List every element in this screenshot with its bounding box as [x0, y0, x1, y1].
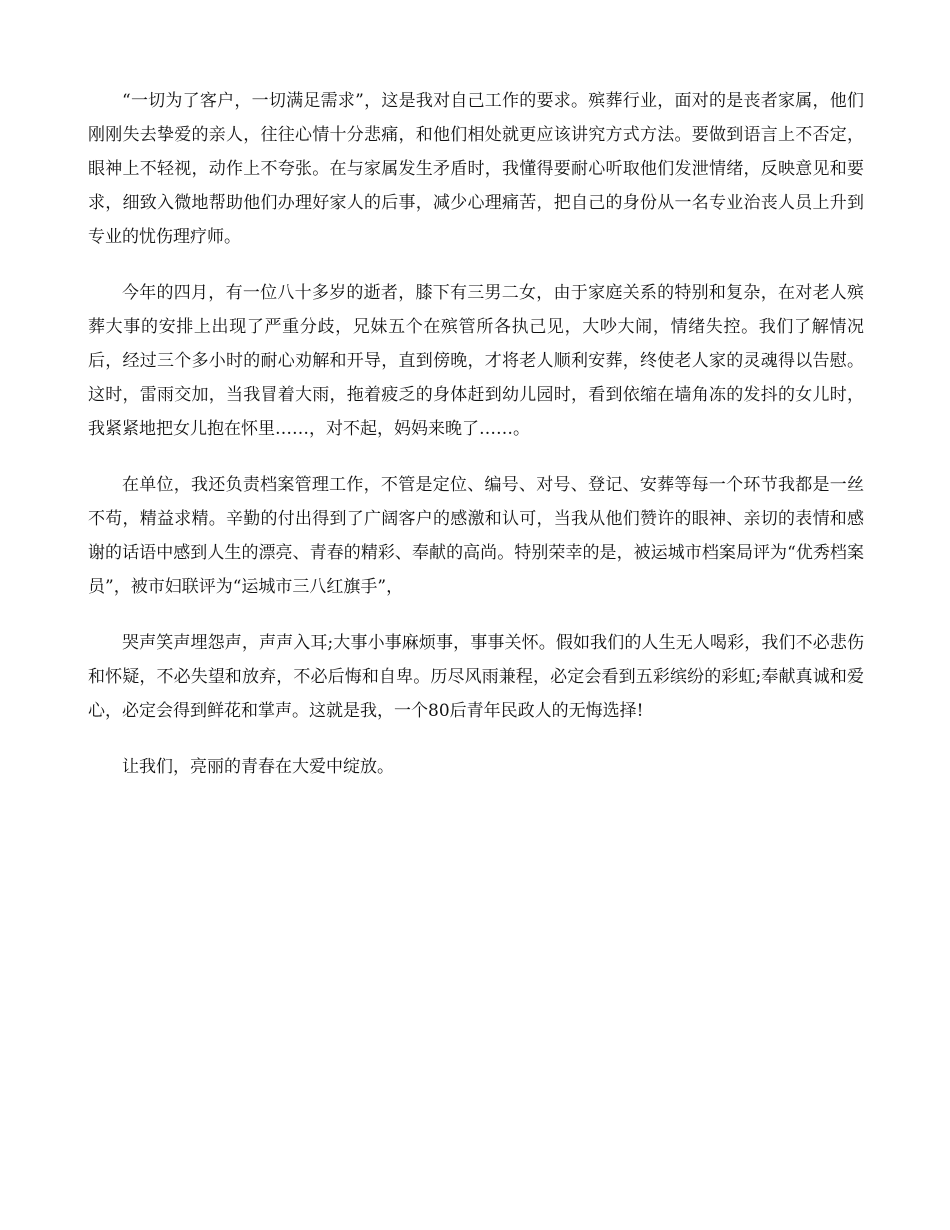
paragraph-2: 今年的四月，有一位八十多岁的逝者，膝下有三男二女，由于家庭关系的特别和复杂，在对老人殡葬大事的安排上出现了严重分歧，兄妹五个在殡管所各执己见，大吵大闹，情绪失控。我们了解情况后，经过三个多小时的耐心劝解和开导，直到傍晚，才将老人顺利安葬，终使老人家的灵魂得以告慰。这时，雷雨交加，当我冒着大雨，拖着疲乏的身体赶到幼儿园时，看到依缩在墙角冻的发抖的女儿时，我紧紧地把女儿抱在怀里……，对不起，妈妈来晚了……。 — [88, 283, 864, 439]
document-body — [88, 84, 864, 806]
paragraph-5: 让我们，亮丽的青春在大爱中绽放。 — [122, 757, 394, 777]
paragraph-1: “一切为了客户，一切满足需求”，这是我对自己工作的要求。殡葬行业，面对的是丧者家属，他们刚刚失去挚爱的亲人，往往心情十分悲痛，和他们相处就更应该讲究方式方法。要做到语言上不否定，眼神上不轻视，动作上不夸张。在与家属发生矛盾时，我懂得要耐心听取他们发泄情绪，反映意见和要求，细致入微地帮助他们办理好家人的后事，减少心理痛苦，把自己的身份从一名专业治丧人员上升到专业的忧伤理疗师。 — [88, 91, 864, 247]
paragraph-3: 在单位，我还负责档案管理工作，不管是定位、编号、对号、登记、安葬等每一个环节我都是一丝不苟，精益求精。辛勤的付出得到了广阔客户的感激和认可，当我从他们赞许的眼神、亲切的表情和感谢的话语中感到人生的漂亮、青春的精彩、奉献的高尚。特别荣幸的是，被运城市档案局评为“优秀档案员”，被市妇联评为“运城市三八红旗手”， — [88, 475, 864, 597]
paragraph-4: 哭声笑声埋怨声，声声入耳;大事小事麻烦事，事事关怀。假如我们的人生无人喝彩，我们不必悲伤和怀疑，不必失望和放弃，不必后悔和自卑。历尽风雨兼程，必定会看到五彩缤纷的彩虹;奉献真诚和爱心，必定会得到鲜花和掌声。这就是我，一个80后青年民政人的无悔选择! — [88, 633, 864, 721]
